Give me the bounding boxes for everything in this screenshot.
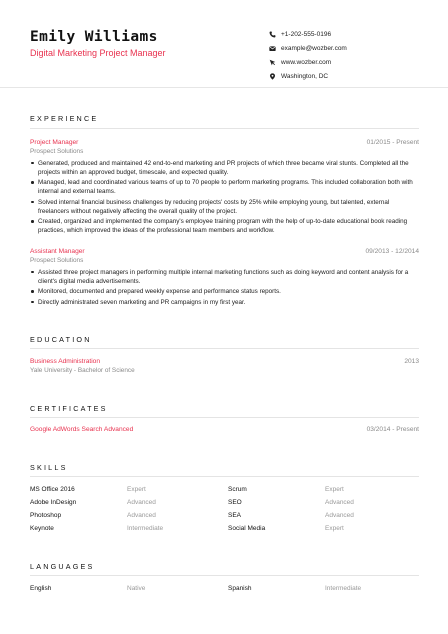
skill-name: Keynote [30, 525, 54, 532]
job-title: Digital Marketing Project Manager [30, 48, 166, 58]
contact-location [268, 69, 347, 83]
languages-row [30, 585, 419, 598]
job-bullets [30, 159, 419, 236]
language-level: Native [127, 585, 146, 592]
job-role: Project Manager [30, 139, 79, 146]
experience-entry [30, 139, 419, 237]
skill-level: Advanced [127, 499, 156, 506]
section-divider-certificates [30, 417, 419, 418]
bullet-item: Assisted three project managers in performing multiple internal marketing functions such as doing keyword and content analysis for a client's digital media advertisements. [30, 268, 419, 286]
skill-name: Photoshop [30, 512, 62, 519]
experience-entry [30, 248, 419, 308]
header-divider [0, 87, 448, 88]
section-divider-languages [30, 575, 419, 576]
contact-phone [268, 28, 347, 42]
section-title-certificates: CERTIFICATES [30, 404, 108, 413]
skill-name: Adobe InDesign [30, 499, 77, 506]
section-title-education: EDUCATION [30, 335, 92, 344]
education-entry [30, 358, 419, 374]
skill-level: Advanced [325, 499, 354, 506]
skill-name: SEO [228, 499, 242, 506]
skills-row [30, 525, 419, 538]
contact-list [268, 28, 347, 83]
section-title-experience: EXPERIENCE [30, 114, 99, 123]
bullet-item: Created, organized and implemented the company's employee training program with the help of up-to-date educational book reading practices, which improved the ideas of the professional team members and workflow. [30, 217, 419, 235]
skill-level: Expert [325, 486, 344, 493]
skills-row [30, 512, 419, 525]
languages-grid [30, 585, 419, 598]
email-text: example@wozber.com [281, 45, 347, 53]
job-date: 09/2013 - 12/2014 [365, 248, 419, 255]
language-name: English [30, 585, 52, 592]
map-pin-icon [268, 72, 277, 81]
degree: Business Administration [30, 358, 101, 365]
section-title-languages: LANGUAGES [30, 562, 95, 571]
skill-name: Scrum [228, 486, 247, 493]
skill-level: Intermediate [127, 525, 164, 532]
bullet-item: Directly administrated seven marketing and PR campaigns in my first year. [30, 298, 419, 307]
school: Yale University - Bachelor of Science [30, 366, 135, 374]
skills-row [30, 499, 419, 512]
skills-grid [30, 486, 419, 538]
phone-icon [268, 30, 277, 39]
envelope-icon [268, 44, 277, 53]
skill-name: SEA [228, 512, 242, 519]
job-bullets [30, 268, 419, 307]
skills-row [30, 486, 419, 499]
contact-email [268, 42, 347, 56]
website-text: www.wozber.com [281, 58, 332, 66]
skill-name: Social Media [228, 525, 266, 532]
candidate-name: Emily Williams [30, 29, 158, 45]
job-company: Prospect Solutions [30, 256, 84, 264]
section-divider-education [30, 348, 419, 349]
section-title-skills: SKILLS [30, 463, 68, 472]
language-level: Intermediate [325, 585, 362, 592]
bullet-item: Solved internal financial business challenges by reducing projects' costs by 25% while employing young, but talented, external freelancers without negatively affecting the overall quality of the project. [30, 198, 419, 216]
contact-website [268, 56, 347, 70]
cursor-icon [268, 58, 277, 67]
job-role: Assistant Manager [30, 248, 85, 255]
language-name: Spanish [228, 585, 252, 592]
bullet-item: Monitored, documented and prepared weekly expense and performance status reports. [30, 287, 419, 296]
section-divider-skills [30, 476, 419, 477]
location-text: Washington, DC [281, 72, 329, 80]
skill-level: Advanced [325, 512, 354, 519]
skill-level: Advanced [127, 512, 156, 519]
certificate-date: 03/2014 - Present [366, 426, 419, 433]
phone-text: +1-202-555-0196 [281, 31, 332, 39]
education-date: 2013 [404, 358, 419, 365]
skill-level: Expert [325, 525, 344, 532]
bullet-item: Generated, produced and maintained 42 end-to-end marketing and PR projects of which three became viral stunts. Completed all the projects within an approved budget, timescale, and expected quality. [30, 159, 419, 177]
job-company: Prospect Solutions [30, 147, 84, 155]
bullet-item: Managed, lead and coordinated various teams of up to 70 people to perform marketing programs. This included collaboration both with internal and external teams. [30, 178, 419, 196]
skill-level: Expert [127, 486, 146, 493]
certificate-name: Google AdWords Search Advanced [30, 426, 134, 433]
section-divider-experience [30, 128, 419, 129]
skill-name: MS Office 2016 [30, 486, 75, 493]
job-date: 01/2015 - Present [366, 139, 419, 146]
certificate-entry [30, 426, 419, 433]
